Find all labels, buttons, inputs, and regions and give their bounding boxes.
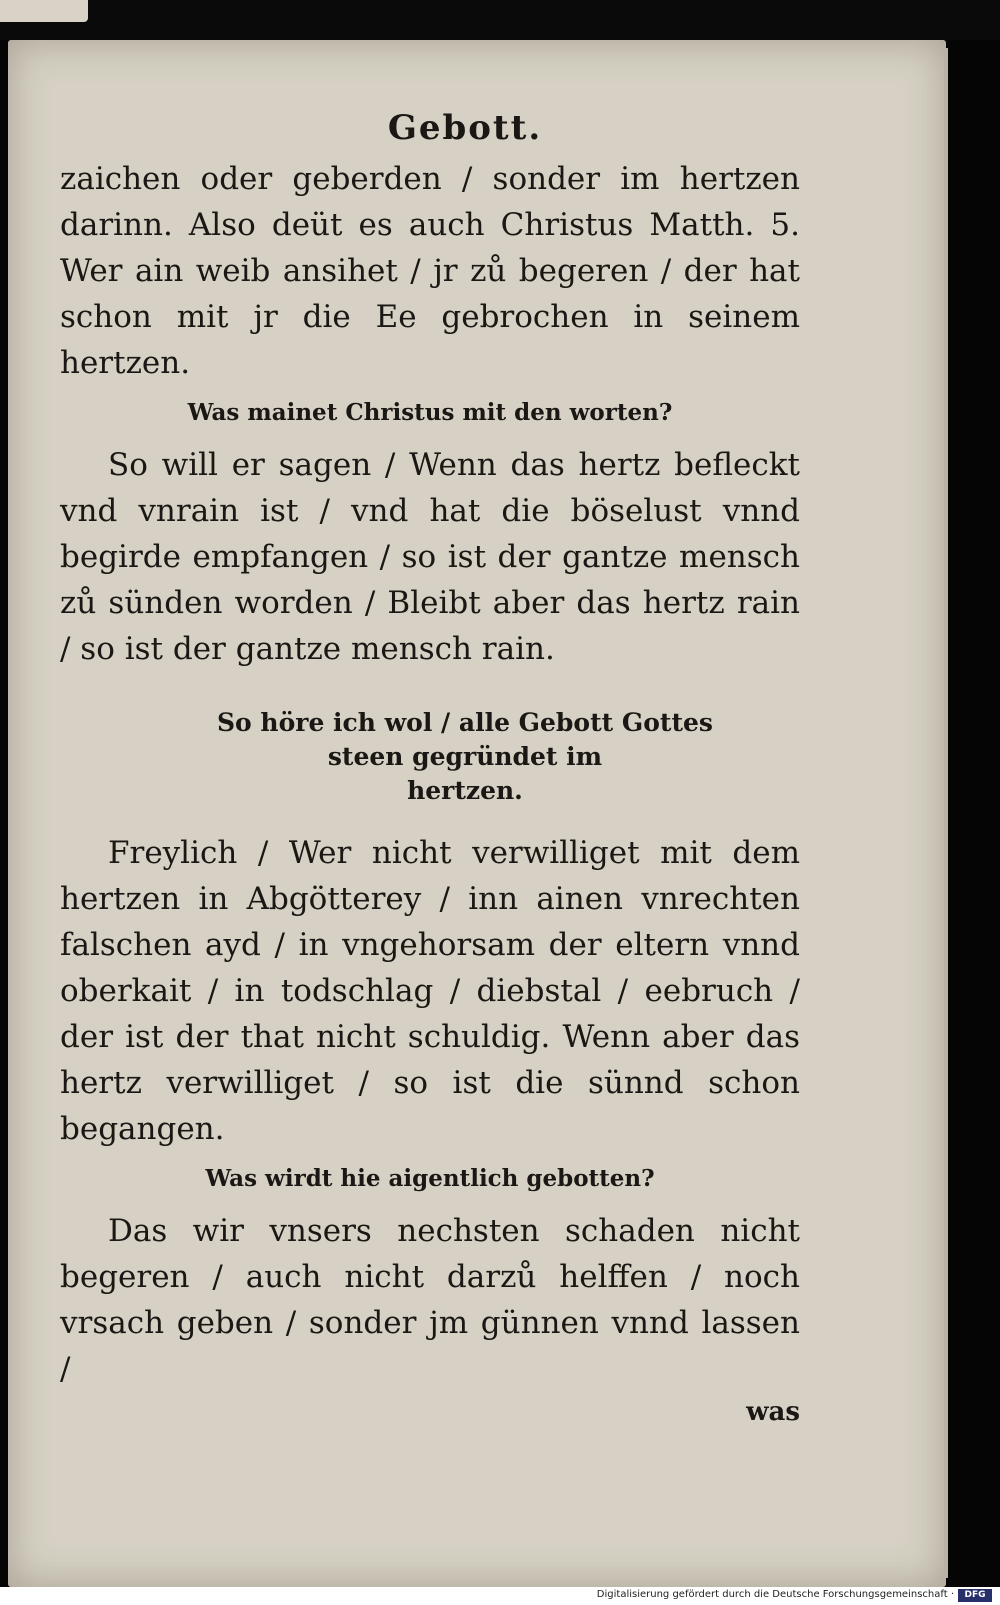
page-edge	[944, 48, 948, 1578]
question-1: Was mainet Christus mit den worten?	[187, 399, 673, 426]
page-content	[60, 108, 800, 1432]
subheading	[60, 706, 800, 808]
paragraph-3: Freylich / Wer nicht verwilliget mit dem hertzen in Abgötterey / inn ainen vnrechten falschen ayd / in vngehorsam der eltern vnnd oberkait / in todschlag / diebstal / eebruch / der ist der that nicht schuldig. Wenn aber das hertz verwilliget / so ist die sünnd schon begangen.	[60, 835, 800, 1147]
catchword: was	[746, 1397, 800, 1427]
subheading-line-2: steen gegründet im	[327, 742, 603, 771]
running-headline: Gebott.	[387, 108, 543, 148]
paragraph-1: zaichen oder geberden / sonder im hertzen darinn. Also deüt es auch Christus Matth. 5. Wer ain weib ansihet / jr zů begeren / der hat schon mit jr die Ee gebrochen in seinem hertzen.	[60, 161, 800, 381]
top-margin	[0, 0, 1000, 40]
question-2: Was wirdt hie aigentlich gebotten?	[205, 1165, 655, 1192]
dfg-logo-icon: DFG	[958, 1589, 992, 1602]
paragraph-2: So will er sagen / Wenn das hertz befleckt vnd vnrain ist / vnd hat die böselust vnnd begirde empfangen / so ist der gantze mensch zů sünden worden / Bleibt aber das hertz rain / so ist der gantze mensch rain.	[60, 447, 800, 667]
subheading-line-1: So höre ich wol / alle Gebott Gottes	[216, 708, 713, 737]
page-tab	[0, 0, 88, 22]
subheading-line-3: hertzen.	[407, 776, 523, 805]
paragraph-4: Das wir vnsers nechsten schaden nicht begeren / auch nicht darzů helffen / noch vrsach geben / sonder jm günnen vnnd lassen /	[60, 1213, 800, 1387]
footer-credit: Digitalisierung gefördert durch die Deutsche Forschungsgemeinschaft ·	[596, 1589, 954, 1600]
